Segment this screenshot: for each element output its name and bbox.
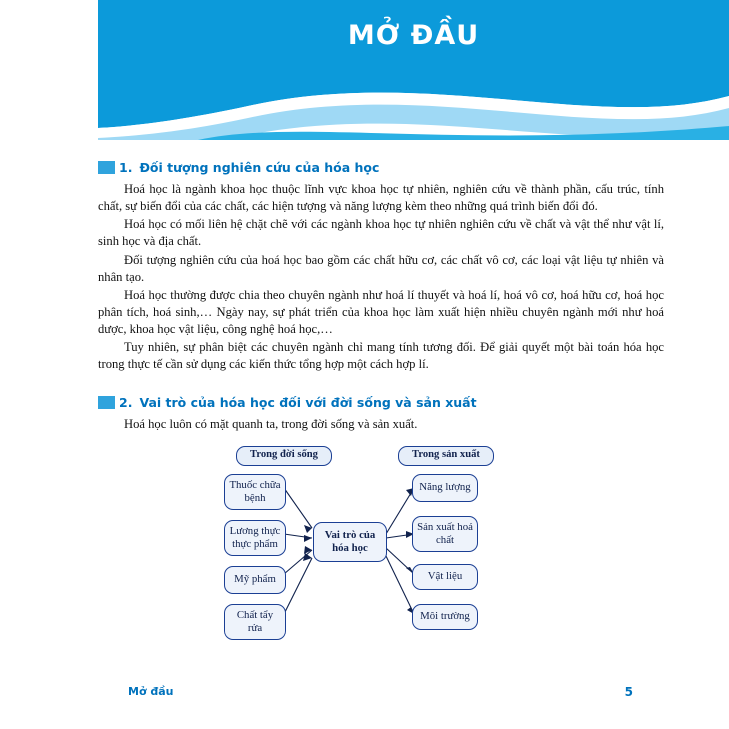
diagram-node-right-3: Vật liệu (412, 564, 478, 590)
diagram-node-right-2: Sản xuất hoá chất (412, 516, 478, 552)
diagram-node-right-1: Năng lượng (412, 474, 478, 502)
section-heading-1 (98, 160, 664, 175)
paragraph: Tuy nhiên, sự phân biệt các chuyên ngành chỉ mang tính tương đối. Để giải quyết một bài toán hóa học trong thực tế cần sử dụng các kiến thức tổng hợp một cách hợp lí. (98, 340, 664, 372)
role-of-chemistry-diagram (98, 446, 664, 651)
section-number-1: 1. (119, 160, 133, 175)
diagram-left-header: Trong đời sống (236, 446, 332, 466)
paragraph: Đối tượng nghiên cứu của hoá học bao gồm các chất hữu cơ, các chất vô cơ, các loại vật liệu tự nhiên và nhân tạo. (98, 252, 664, 284)
section-marker-icon (98, 396, 115, 409)
section-heading-2 (98, 395, 664, 410)
paragraph: Hoá học thường được chia theo chuyên ngành như hoá lí thuyết và hoá lí, hoá vô cơ, hoá hữu cơ, hoá học phân tích, hoá sinh,… Ngày nay, sự phát triển của khoa học làm xuất hiện nhiều chuyên ngành mới như hoá dược, khoa học vật liệu, công nghệ hoá học,… (98, 287, 664, 336)
section-marker-icon (98, 161, 115, 174)
diagram-node-right-4: Môi trường (412, 604, 478, 630)
section-title-1: Đối tượng nghiên cứu của hóa học (139, 160, 380, 175)
section-title-2: Vai trò của hóa học đối với đời sống và sản xuất (139, 395, 477, 411)
diagram-node-left-4: Chất tẩy rửa (224, 604, 286, 640)
page-footer (0, 685, 729, 705)
paragraph: Hoá học là ngành khoa học thuộc lĩnh vực khoa học tự nhiên, nghiên cứu về thành phần, cấu trúc, tính chất, sự biến đổi của các chất, các hiện tượng và năng lượng kèm theo những quá trình biến đổi đó. (98, 182, 664, 214)
diagram-center-node: Vai trò của hóa học (313, 522, 387, 562)
paragraph: Hoá học có mối liên hệ chặt chẽ với các ngành khoa học tự nhiên nghiên cứu về chất và vật thể như vật lí, sinh học và địa chất. (98, 217, 664, 249)
page-header-banner (98, 0, 729, 140)
diagram-right-header: Trong sản xuất (398, 446, 494, 466)
diagram-node-left-3: Mỹ phẩm (224, 566, 286, 594)
page-number: 5 (624, 685, 633, 699)
paragraph: Hoá học luôn có mặt quanh ta, trong đời sống và sản xuất. (124, 417, 418, 432)
diagram-node-left-2: Lương thực thực phẩm (224, 520, 286, 556)
section-number-2: 2. (119, 395, 133, 411)
footer-chapter-label: Mở đầu (128, 685, 174, 698)
diagram-node-left-1: Thuốc chữa bệnh (224, 474, 286, 510)
page-title: MỞ ĐẦU (347, 20, 480, 51)
page-content (98, 150, 664, 651)
